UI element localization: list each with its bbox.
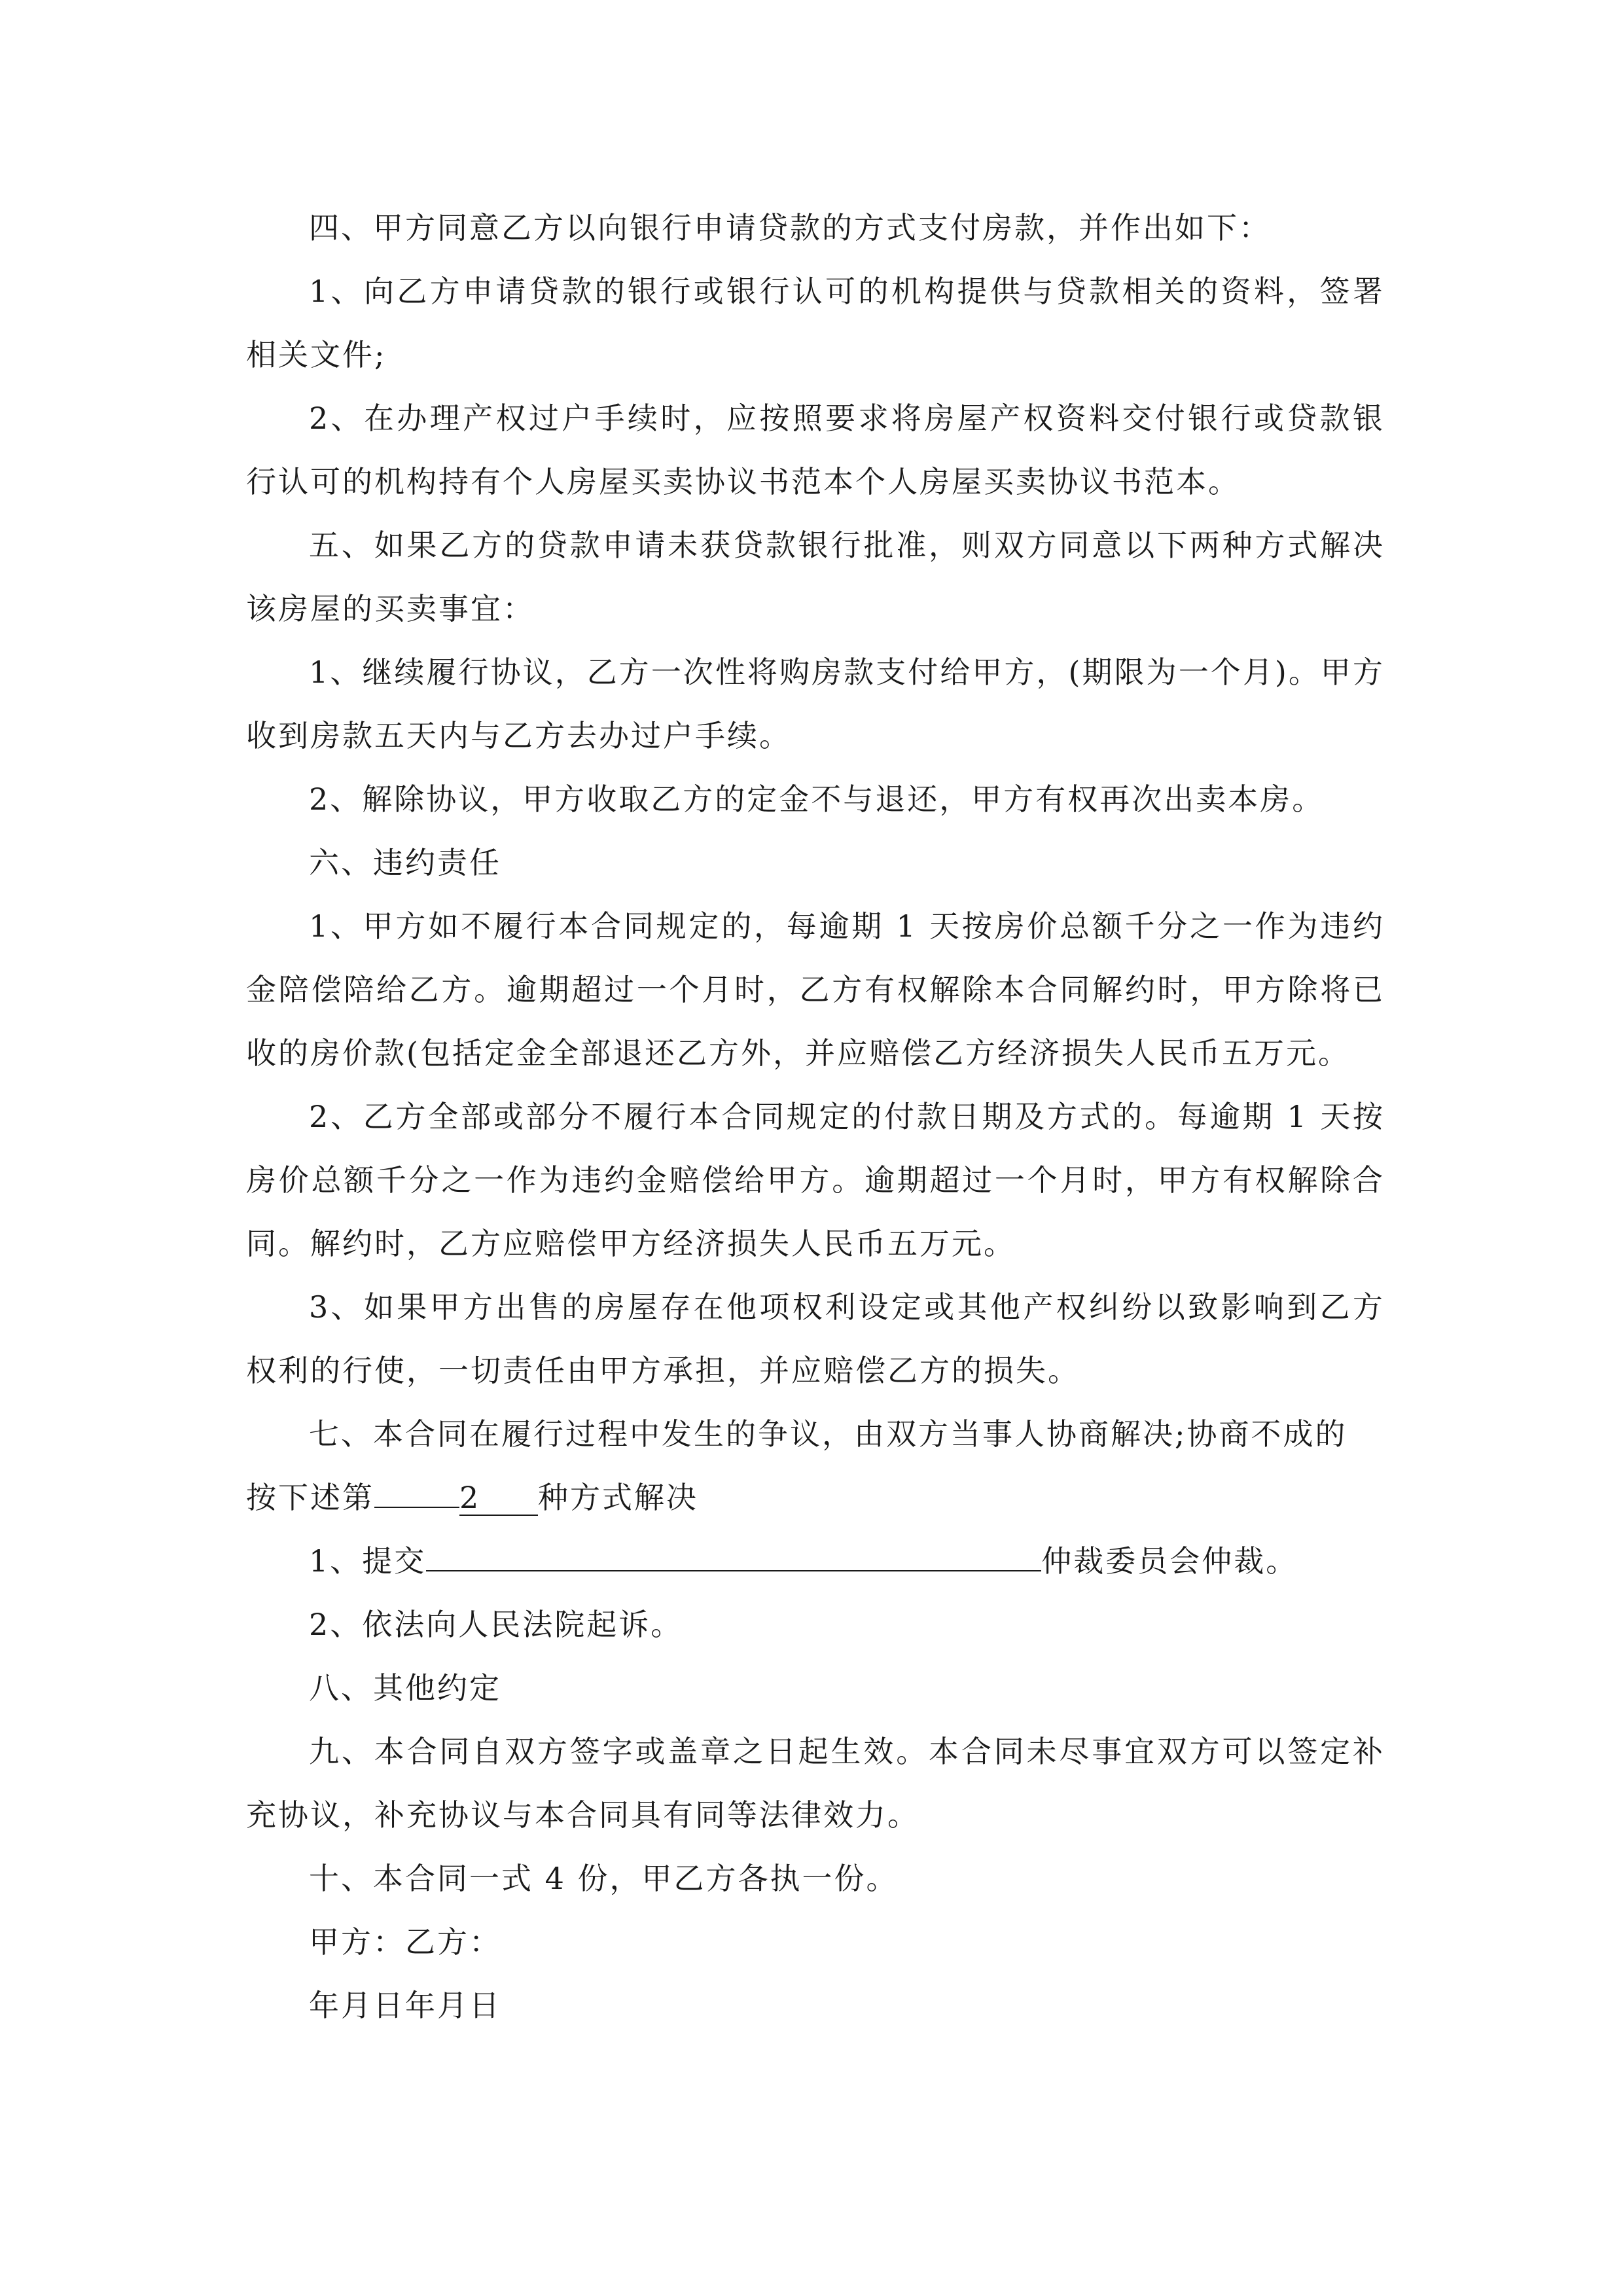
clause-4-heading: 四、甲方同意乙方以向银行申请贷款的方式支付房款，并作出如下： [309,210,1271,245]
dispute-resolution-line [246,1466,1385,1530]
clause-6-item-2: 2、乙方全部或部分不履行本合同规定的付款日期及方式的。每逾期 1 天按房价总额千分之一作为违约金赔偿给甲方。逾期超过一个月时，甲方有权解除合同。解约时，乙方应赔偿甲方经济损失人民币五万元。 [246,1099,1385,1261]
clause-6-item-3: 3、如果甲方出售的房屋存在他项权利设定或其他产权纠纷以致影响到乙方权利的行使，一切责任由甲方承担，并应赔偿乙方的损失。 [246,1289,1385,1388]
clause-7-text: 七、本合同在履行过程中发生的争议，由双方当事人协商解决;协商不成的 [309,1416,1347,1452]
dispute-choice-field[interactable]: 2 [459,1480,538,1516]
clause-6-item-1: 1、甲方如不履行本合同规定的，每逾期 1 天按房价总额千分之一作为违约金陪偿陪给乙方。逾期超过一个月时，乙方有权解除本合同解约时，甲方除将已收的房价款(包括定金全部退还乙方外，并应赔偿乙方经济损失人民币五万元。 [246,908,1385,1071]
clause-10: 十、本合同一式 4 份，甲乙方各执一份。 [309,1861,899,1896]
litigation-option: 2、依法向人民法院起诉。 [309,1607,683,1642]
signature-parties: 甲方：乙方： [309,1924,501,1960]
clause-9: 九、本合同自双方签字或盖章之日起生效。本合同未尽事宜双方可以签定补充协议，补充协议与本合同具有同等法律效力。 [246,1734,1385,1833]
signature-dates: 年月日年月日 [309,1988,501,2023]
dispute-suffix: 种方式解决 [538,1480,698,1515]
arbitration-option [246,1530,1385,1593]
arbitration-prefix: 1、提交 [309,1543,427,1579]
clause-5-item-2: 2、解除协议，甲方收取乙方的定金不与退还，甲方有权再次出卖本房。 [309,781,1325,817]
clause-4-item-1: 1、向乙方申请贷款的银行或银行认可的机构提供与贷款相关的资料，签署相关文件; [246,274,1385,372]
dispute-blank-left [374,1507,459,1508]
arbitration-committee-field[interactable] [426,1570,1041,1571]
dispute-prefix: 按下述第 [246,1480,374,1515]
clause-4-item-2: 2、在办理产权过户手续时，应按照要求将房屋产权资料交付银行或贷款银行认可的机构持有个人房屋买卖协议书范本个人房屋买卖协议书范本。 [246,401,1385,499]
arbitration-suffix: 仲裁委员会仲裁。 [1041,1543,1298,1579]
clause-7-heading [246,1403,1385,1530]
clause-6-heading: 六、违约责任 [309,845,501,880]
clause-5-heading: 五、如果乙方的贷款申请未获贷款银行批准，则双方同意以下两种方式解决该房屋的买卖事宜： [246,528,1385,626]
contract-body [246,196,1385,2037]
clause-5-item-1: 1、继续履行协议，乙方一次性将购房款支付给甲方，(期限为一个月)。甲方收到房款五天内与乙方去办过户手续。 [246,655,1385,753]
clause-8-heading: 八、其他约定 [309,1670,501,1706]
